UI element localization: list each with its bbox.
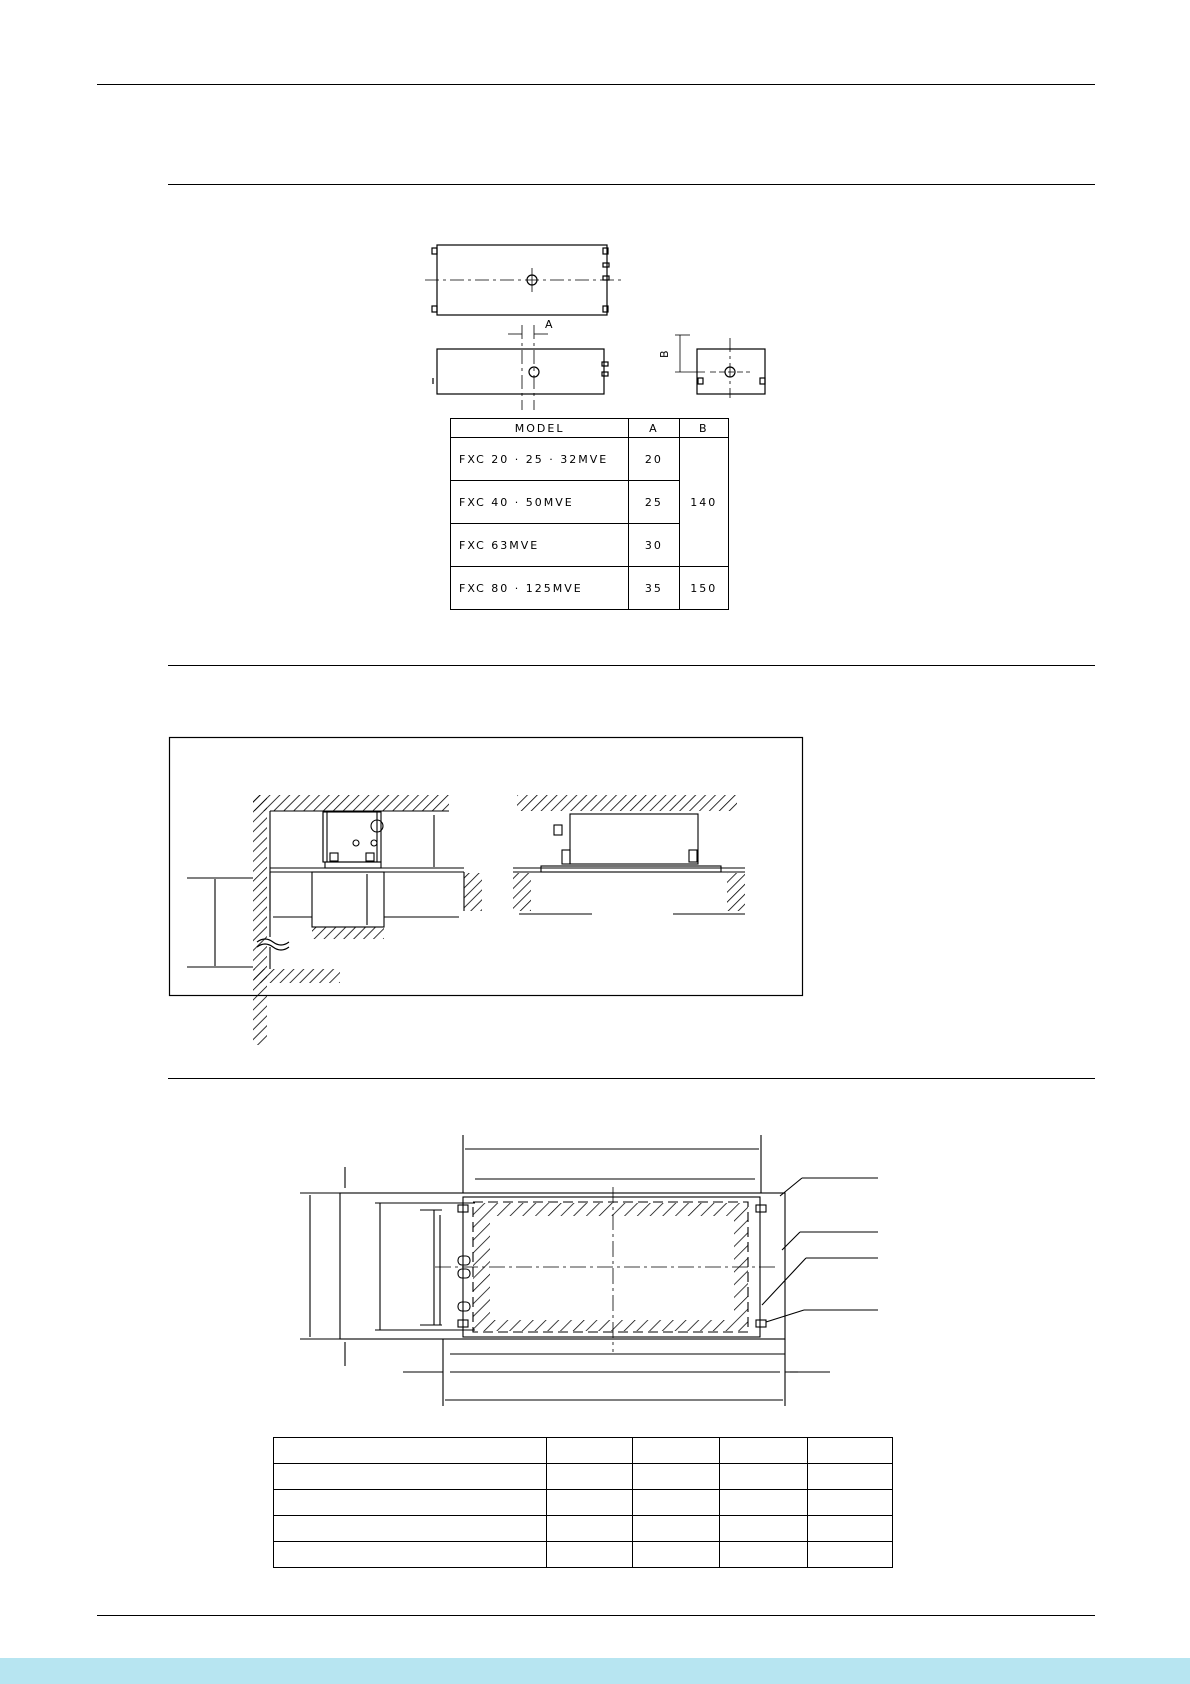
empty-spec-table [273,1437,893,1568]
model-cell: FXC 20 · 25 · 32MVE [451,438,629,481]
dim-label-a: A [545,318,553,331]
installation-space-drawing [169,737,803,996]
table-row [274,1464,893,1490]
table-row [274,1438,893,1464]
section-rule-2 [168,665,1095,666]
header-a: A [629,419,679,438]
value-a-cell: 20 [629,438,679,481]
table-row [451,567,729,610]
unit-views-drawing [0,0,1190,420]
table-row [274,1516,893,1542]
model-cell: FXC 63MVE [451,524,629,567]
header-b: B [679,419,729,438]
footer-band [0,1658,1190,1684]
dim-label-b: B [658,350,671,358]
table-row [274,1542,893,1568]
model-cell: FXC 80 · 125MVE [451,567,629,610]
value-b-cell: 150 [679,567,729,610]
section-rule-3 [168,1078,1095,1079]
header-model: MODEL [451,419,629,438]
table-row [274,1490,893,1516]
value-a-cell: 25 [629,481,679,524]
model-cell: FXC 40 · 50MVE [451,481,629,524]
table-row [451,438,729,481]
front-view-body [437,349,604,394]
side-view-body [697,349,765,394]
value-a-cell: 30 [629,524,679,567]
plan-view-drawing [290,1130,890,1410]
model-dimension-table [450,418,729,610]
bottom-rule [97,1615,1095,1616]
value-b-cell: 140 [679,438,729,567]
value-a-cell: 35 [629,567,679,610]
